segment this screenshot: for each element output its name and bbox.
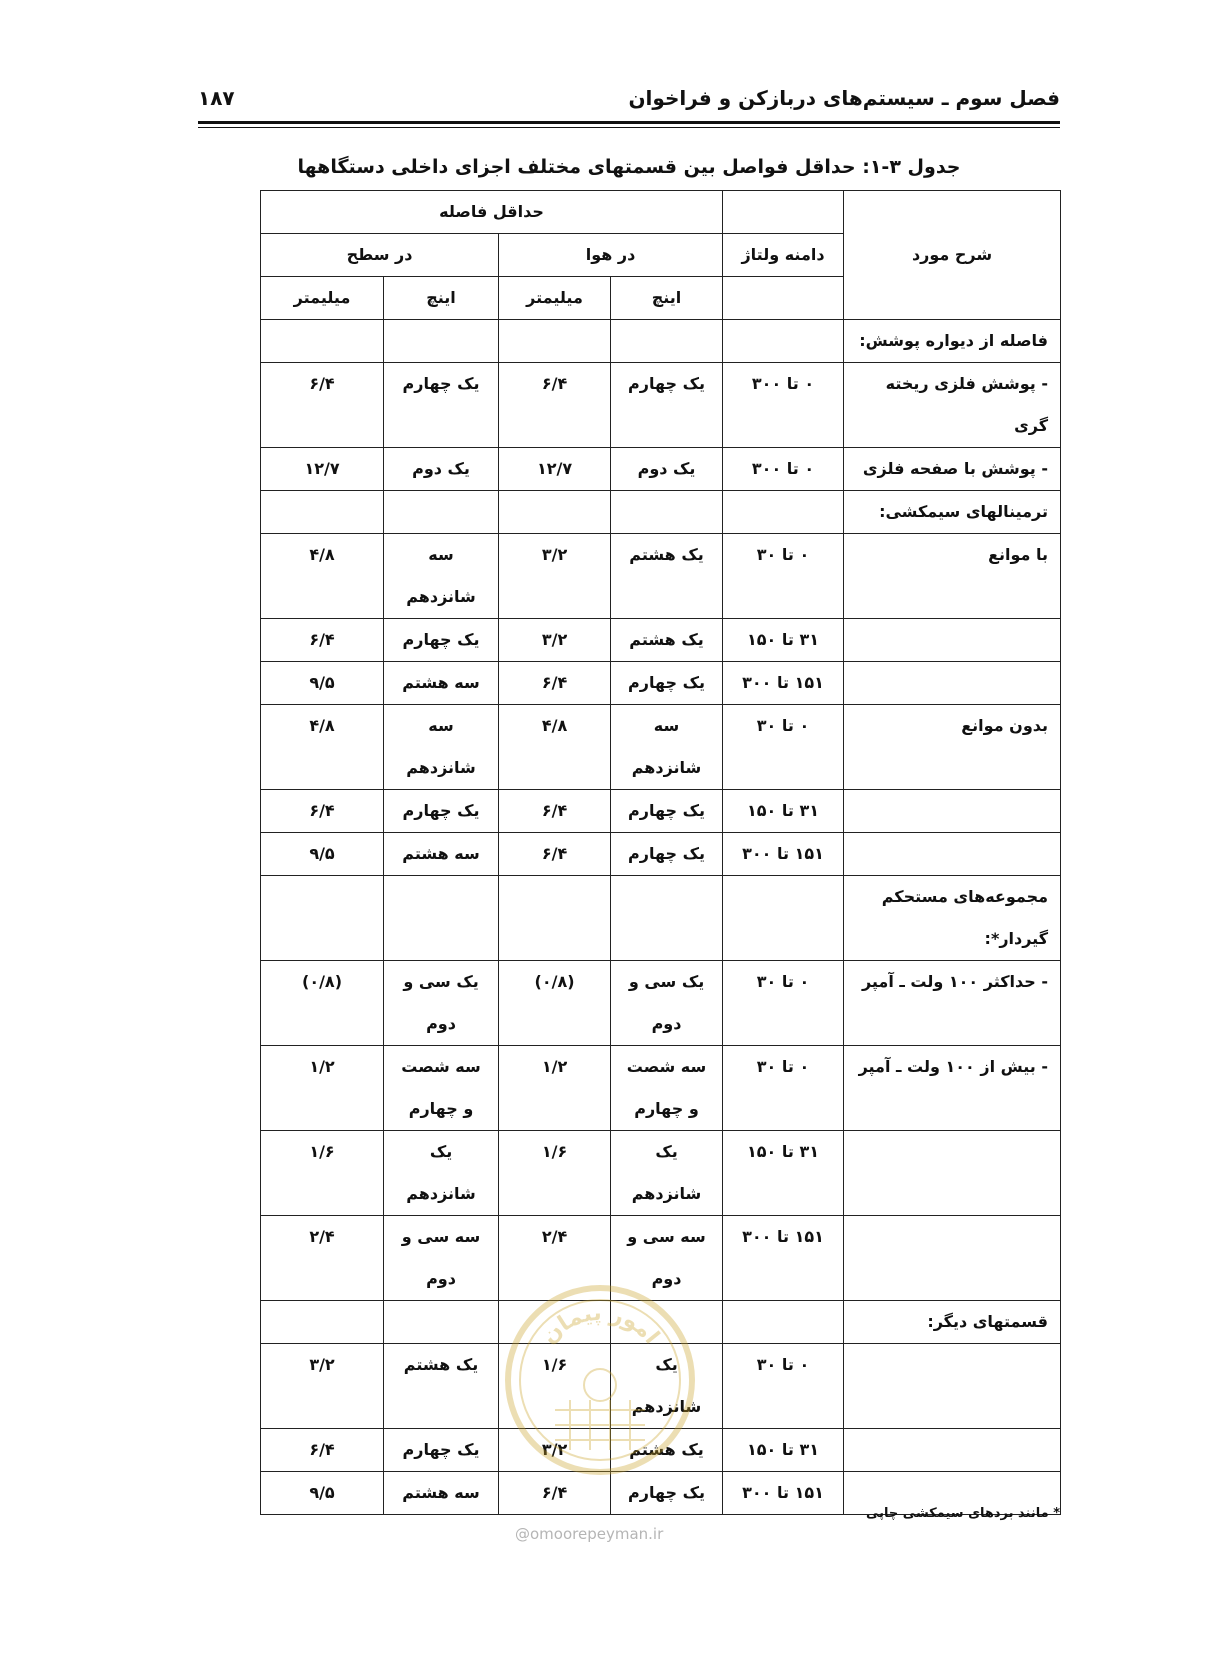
cell-description: [844, 1301, 1061, 1344]
cell-air-inch: [611, 961, 723, 1046]
cell-surface-inch-line: یک: [429, 1142, 453, 1161]
cell-surface-mm: ۶/۴: [261, 1429, 384, 1472]
cell-description: [844, 961, 1061, 1046]
cell-surface-mm: ۹/۵: [261, 1472, 384, 1515]
cell-air-mm: ۳/۲: [499, 619, 611, 662]
cell-surface-inch: [384, 448, 499, 491]
table-row: [261, 320, 1061, 363]
cell-air-inch: [611, 363, 723, 448]
cell-description: [844, 1216, 1061, 1301]
cell-voltage: ۰ تا ۳۰: [723, 1344, 844, 1429]
cell-air-inch: [611, 876, 723, 961]
table-row: [261, 619, 1061, 662]
cell-air-inch-line: یک هشتم: [629, 630, 704, 649]
cell-voltage: ۳۱ تا ۱۵۰: [723, 1131, 844, 1216]
cell-air-inch-line: یک چهارم: [628, 1483, 706, 1502]
cell-surface-inch-line: سه: [428, 545, 454, 564]
cell-air-inch: [611, 705, 723, 790]
header-description: شرح مورد: [844, 191, 1061, 320]
table-row: [261, 833, 1061, 876]
cell-air-mm: ۱۲/۷: [499, 448, 611, 491]
cell-air-inch: [611, 619, 723, 662]
header-rule: [198, 121, 1060, 124]
cell-surface-inch-line: سه هشتم: [402, 1483, 480, 1502]
header-air-mm: میلیمتر: [499, 277, 611, 320]
header-rule-thin: [198, 127, 1060, 128]
cell-air-inch-line: یک سی و: [628, 972, 705, 991]
cell-surface-inch-line: یک دوم: [412, 459, 470, 478]
table-row: [261, 705, 1061, 790]
cell-description-line: - پوشش فلزی ریخته گری: [885, 374, 1049, 435]
table-row: [261, 1131, 1061, 1216]
cell-air-mm: ۱/۶: [499, 1344, 611, 1429]
cell-description: [844, 534, 1061, 619]
cell-surface-inch-line: یک چهارم: [402, 801, 480, 820]
cell-surface-mm: [261, 1301, 384, 1344]
cell-air-inch-line: یک: [655, 1355, 678, 1374]
cell-description-line: - پوشش با صفحه فلزی: [862, 459, 1049, 478]
cell-surface-mm: ۹/۵: [261, 662, 384, 705]
cell-surface-mm: ۴/۸: [261, 705, 384, 790]
cell-surface-mm: [261, 491, 384, 534]
cell-surface-inch-line: یک هشتم: [403, 1355, 479, 1374]
cell-voltage: ۳۱ تا ۱۵۰: [723, 619, 844, 662]
cell-surface-mm: ۹/۵: [261, 833, 384, 876]
header-air-inch: اینچ: [611, 277, 723, 320]
header-min-distance: حداقل فاصله: [261, 191, 723, 234]
table-row: [261, 363, 1061, 448]
svg-text:امور پیمان: [537, 1301, 664, 1349]
table-row: [261, 662, 1061, 705]
cell-description: [844, 491, 1061, 534]
cell-surface-inch: [384, 833, 499, 876]
cell-air-inch-line: یک چهارم: [628, 801, 706, 820]
cell-air-mm: ۶/۴: [499, 1472, 611, 1515]
cell-surface-inch-line: سه هشتم: [402, 673, 480, 692]
cell-description: [844, 619, 1061, 662]
header-in-air: در هوا: [499, 234, 723, 277]
cell-description: [844, 1344, 1061, 1429]
cell-air-mm: ۳/۲: [499, 534, 611, 619]
cell-air-mm: ۶/۴: [499, 790, 611, 833]
cell-air-inch-line: سه: [653, 716, 680, 735]
cell-air-inch-line: یک هشتم: [629, 1440, 704, 1459]
cell-voltage: ۱۵۱ تا ۳۰۰: [723, 662, 844, 705]
cell-surface-inch: [384, 705, 499, 790]
cell-air-inch-line: سه سی و: [627, 1227, 706, 1246]
cell-voltage: ۱۵۱ تا ۳۰۰: [723, 833, 844, 876]
cell-air-mm: (۰/۸): [499, 961, 611, 1046]
cell-description-line: - بیش از ۱۰۰ ولت ـ آمپر: [858, 1057, 1049, 1076]
cell-voltage: ۰ تا ۳۰: [723, 534, 844, 619]
cell-description-line: - حداکثر ۱۰۰ ولت ـ آمپر: [861, 972, 1049, 991]
cell-description: [844, 790, 1061, 833]
cell-description: [844, 448, 1061, 491]
header-on-surface: در سطح: [261, 234, 499, 277]
cell-air-inch-line: یک هشتم: [629, 545, 704, 564]
cell-air-inch: [611, 1046, 723, 1131]
cell-air-inch-line: یک چهارم: [628, 374, 706, 393]
cell-surface-mm: ۱/۶: [261, 1131, 384, 1216]
cell-description: [844, 705, 1061, 790]
cell-description: [844, 1046, 1061, 1131]
cell-air-inch-line: دوم: [651, 1014, 682, 1033]
cell-voltage: ۱۵۱ تا ۳۰۰: [723, 1216, 844, 1301]
cell-air-inch-line: شانزدهم: [631, 1184, 702, 1203]
cell-surface-inch-line: یک سی و: [403, 972, 479, 991]
cell-surface-inch-line: دوم: [426, 1014, 456, 1033]
cell-description-line: با موانع: [988, 545, 1049, 564]
cell-surface-mm: (۰/۸): [261, 961, 384, 1046]
cell-surface-mm: ۳/۲: [261, 1344, 384, 1429]
cell-air-inch: [611, 1131, 723, 1216]
cell-surface-inch: [384, 534, 499, 619]
table-row: [261, 1046, 1061, 1131]
header-surface-inch: اینچ: [384, 277, 499, 320]
header-voltage: دامنه ولتاژ: [723, 234, 844, 277]
cell-air-inch-line: یک دوم: [637, 459, 696, 478]
cell-description-line: گیردار*:: [984, 929, 1049, 948]
cell-air-inch-line: دوم: [651, 1269, 682, 1288]
cell-description: [844, 833, 1061, 876]
cell-surface-inch: [384, 1301, 499, 1344]
watermark-logo-text: امور پیمان: [536, 1300, 664, 1350]
cell-air-mm: [499, 320, 611, 363]
cell-description: [844, 320, 1061, 363]
cell-voltage: [723, 1301, 844, 1344]
table-row: [261, 534, 1061, 619]
cell-air-mm: ۴/۸: [499, 705, 611, 790]
cell-surface-inch: [384, 1216, 499, 1301]
cell-surface-inch-line: یک چهارم: [402, 1440, 480, 1459]
cell-air-mm: ۱/۶: [499, 1131, 611, 1216]
cell-air-inch-line: یک چهارم: [628, 844, 706, 863]
header-voltage-blank: [723, 277, 844, 320]
cell-surface-inch-line: و چهارم: [408, 1099, 474, 1118]
cell-voltage: [723, 491, 844, 534]
cell-air-mm: ۶/۴: [499, 662, 611, 705]
cell-surface-inch: [384, 662, 499, 705]
cell-surface-mm: ۴/۸: [261, 534, 384, 619]
cell-voltage: [723, 320, 844, 363]
cell-surface-inch-line: یک چهارم: [402, 630, 480, 649]
cell-air-inch: [611, 833, 723, 876]
cell-surface-inch: [384, 1344, 499, 1429]
cell-voltage: [723, 876, 844, 961]
cell-air-mm: [499, 491, 611, 534]
cell-voltage: ۰ تا ۳۰: [723, 1046, 844, 1131]
cell-surface-inch-line: سه هشتم: [402, 844, 480, 863]
cell-voltage: ۰ تا ۳۰: [723, 961, 844, 1046]
cell-description-line: فاصله از دیواره پوشش:: [859, 331, 1049, 350]
cell-air-inch-line: و چهارم: [634, 1099, 699, 1118]
header-surface-mm: میلیمتر: [261, 277, 384, 320]
cell-surface-inch: [384, 876, 499, 961]
cell-description-line: مجموعه‌های مستحکم: [881, 887, 1049, 906]
cell-description-line: بدون موانع: [961, 716, 1049, 735]
cell-voltage: ۱۵۱ تا ۳۰۰: [723, 1472, 844, 1515]
table-caption: جدول ۳-۱: حداقل فواصل بین قسمتهای مختلف اجزای داخلی دستگاهها: [297, 156, 961, 178]
table-row: [261, 961, 1061, 1046]
cell-surface-inch: [384, 1046, 499, 1131]
cell-surface-mm: ۱۲/۷: [261, 448, 384, 491]
cell-surface-inch-line: شانزدهم: [406, 1184, 476, 1203]
cell-surface-inch: [384, 619, 499, 662]
cell-surface-mm: ۶/۴: [261, 619, 384, 662]
cell-surface-inch: [384, 1131, 499, 1216]
cell-air-inch: [611, 491, 723, 534]
table-row: [261, 491, 1061, 534]
table-row: [261, 876, 1061, 961]
cell-air-inch: [611, 320, 723, 363]
cell-air-mm: ۶/۴: [499, 833, 611, 876]
cell-voltage: ۰ تا ۳۰: [723, 705, 844, 790]
cell-surface-inch: [384, 1429, 499, 1472]
cell-air-mm: ۲/۴: [499, 1216, 611, 1301]
cell-description-line: قسمتهای دیگر:: [927, 1312, 1049, 1331]
cell-description: [844, 1131, 1061, 1216]
cell-surface-mm: ۱/۲: [261, 1046, 384, 1131]
cell-voltage: ۳۱ تا ۱۵۰: [723, 790, 844, 833]
cell-air-inch: [611, 662, 723, 705]
cell-description: [844, 363, 1061, 448]
cell-surface-mm: [261, 876, 384, 961]
cell-air-inch-line: سه شصت: [626, 1057, 707, 1076]
cell-description: [844, 876, 1061, 961]
cell-description: [844, 662, 1061, 705]
cell-surface-mm: ۶/۴: [261, 363, 384, 448]
cell-surface-inch-line: یک چهارم: [402, 374, 480, 393]
chapter-title: فصل سوم ـ سیستم‌های دربازکن و فراخوان: [628, 86, 1060, 110]
cell-air-inch: [611, 448, 723, 491]
cell-voltage: ۳۱ تا ۱۵۰: [723, 1429, 844, 1472]
cell-voltage: ۰ تا ۳۰۰: [723, 448, 844, 491]
cell-surface-inch: [384, 491, 499, 534]
cell-surface-inch: [384, 363, 499, 448]
cell-surface-inch-line: سه شصت: [401, 1057, 481, 1076]
cell-air-inch-line: شانزدهم: [631, 1397, 702, 1416]
cell-voltage: ۰ تا ۳۰۰: [723, 363, 844, 448]
cell-surface-inch: [384, 961, 499, 1046]
page-number: ۱۸۷: [198, 86, 235, 110]
table-row: [261, 790, 1061, 833]
cell-surface-inch-line: شانزدهم: [406, 758, 476, 777]
header-blank: [723, 191, 844, 234]
cell-surface-inch-line: سه سی و: [401, 1227, 481, 1246]
cell-surface-mm: ۲/۴: [261, 1216, 384, 1301]
cell-surface-inch-line: سه: [428, 716, 454, 735]
cell-surface-inch: [384, 320, 499, 363]
cell-air-inch: [611, 790, 723, 833]
cell-air-mm: ۶/۴: [499, 363, 611, 448]
cell-description: [844, 1429, 1061, 1472]
cell-air-inch-line: یک چهارم: [628, 673, 706, 692]
cell-surface-mm: ۶/۴: [261, 790, 384, 833]
cell-surface-inch-line: دوم: [426, 1269, 456, 1288]
cell-air-inch-line: یک: [655, 1142, 678, 1161]
cell-air-mm: ۳/۲: [499, 1429, 611, 1472]
footnote: * مانند بردهای سیمکشی چاپی: [865, 1506, 1060, 1521]
table-row: [261, 448, 1061, 491]
cell-air-mm: ۱/۲: [499, 1046, 611, 1131]
cell-air-mm: [499, 876, 611, 961]
watermark-logo-icon: [500, 1280, 700, 1480]
cell-air-inch: [611, 534, 723, 619]
watermark-text: @omoorepeyman.ir: [515, 1525, 664, 1543]
cell-surface-inch: [384, 790, 499, 833]
cell-surface-inch-line: شانزدهم: [406, 587, 476, 606]
cell-air-inch-line: شانزدهم: [631, 758, 702, 777]
cell-surface-mm: [261, 320, 384, 363]
cell-description-line: ترمینالهای سیمکشی:: [879, 502, 1049, 521]
